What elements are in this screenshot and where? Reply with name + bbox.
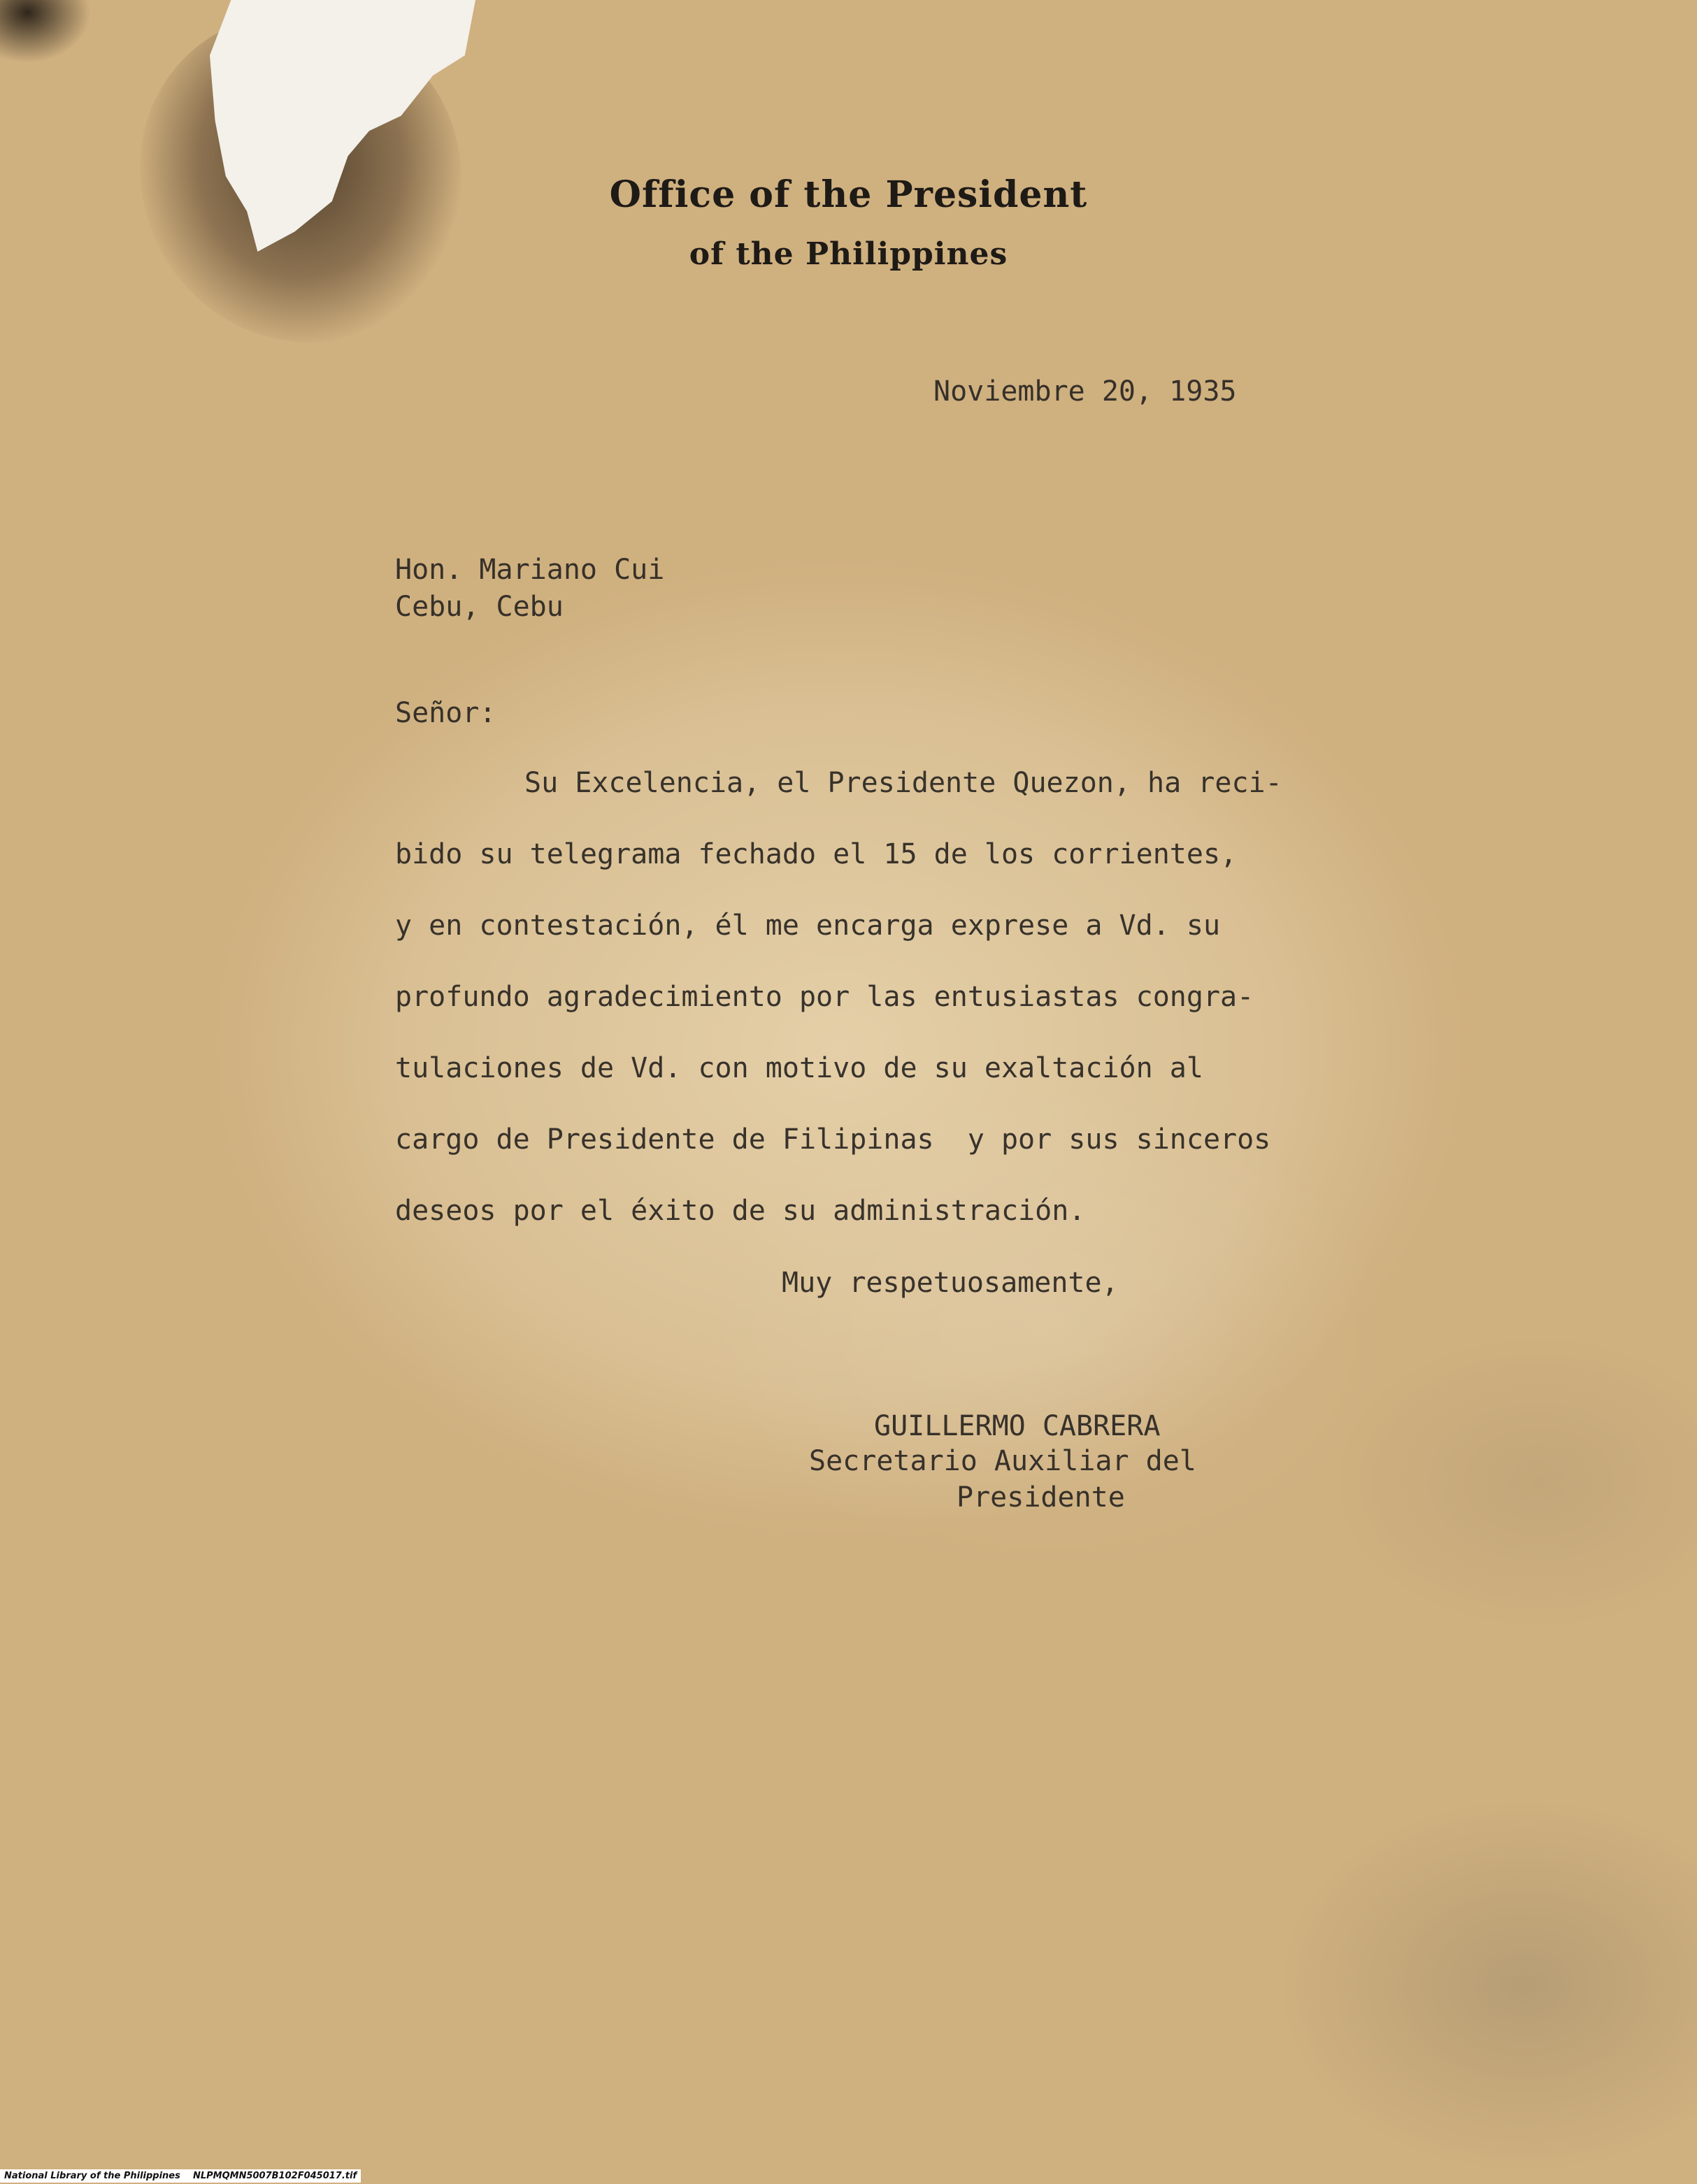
corner-stain	[0, 0, 91, 63]
footer-credit: National Library of the Philippines	[4, 2171, 180, 2181]
signatory-title-line2: Presidente	[957, 1481, 1125, 1514]
body-line: deseos por el éxito de su administración.	[395, 1195, 1086, 1227]
closing: Muy respetuosamente,	[782, 1267, 1119, 1299]
body-line: Su Excelencia, el Presidente Quezon, ha reci-	[524, 767, 1282, 799]
letterhead-office: Office of the President	[609, 173, 1088, 216]
archive-footer	[0, 2169, 361, 2183]
body-line: cargo de Presidente de Filipinas y por sus sinceros	[395, 1123, 1271, 1156]
recipient-name: Hon. Mariano Cui	[395, 554, 665, 586]
signatory-name: GUILLERMO CABRERA	[874, 1410, 1161, 1442]
recipient-location: Cebu, Cebu	[395, 591, 564, 623]
salutation: Señor:	[395, 697, 496, 729]
letterhead-country: of the Philippines	[689, 236, 1008, 272]
body-line: bido su telegrama fechado el 15 de los corrientes,	[395, 838, 1238, 870]
letter-date: Noviembre 20, 1935	[933, 375, 1237, 408]
signatory-title-line1: Secretario Auxiliar del	[809, 1445, 1196, 1477]
body-line: y en contestación, él me encarga exprese a Vd. su	[395, 910, 1221, 942]
footer-filename: NLPMQMN5007B102F045017.tif	[192, 2171, 357, 2181]
body-line: profundo agradecimiento por las entusiastas congra-	[395, 981, 1254, 1013]
body-line: tulaciones de Vd. con motivo de su exaltación al	[395, 1052, 1203, 1084]
